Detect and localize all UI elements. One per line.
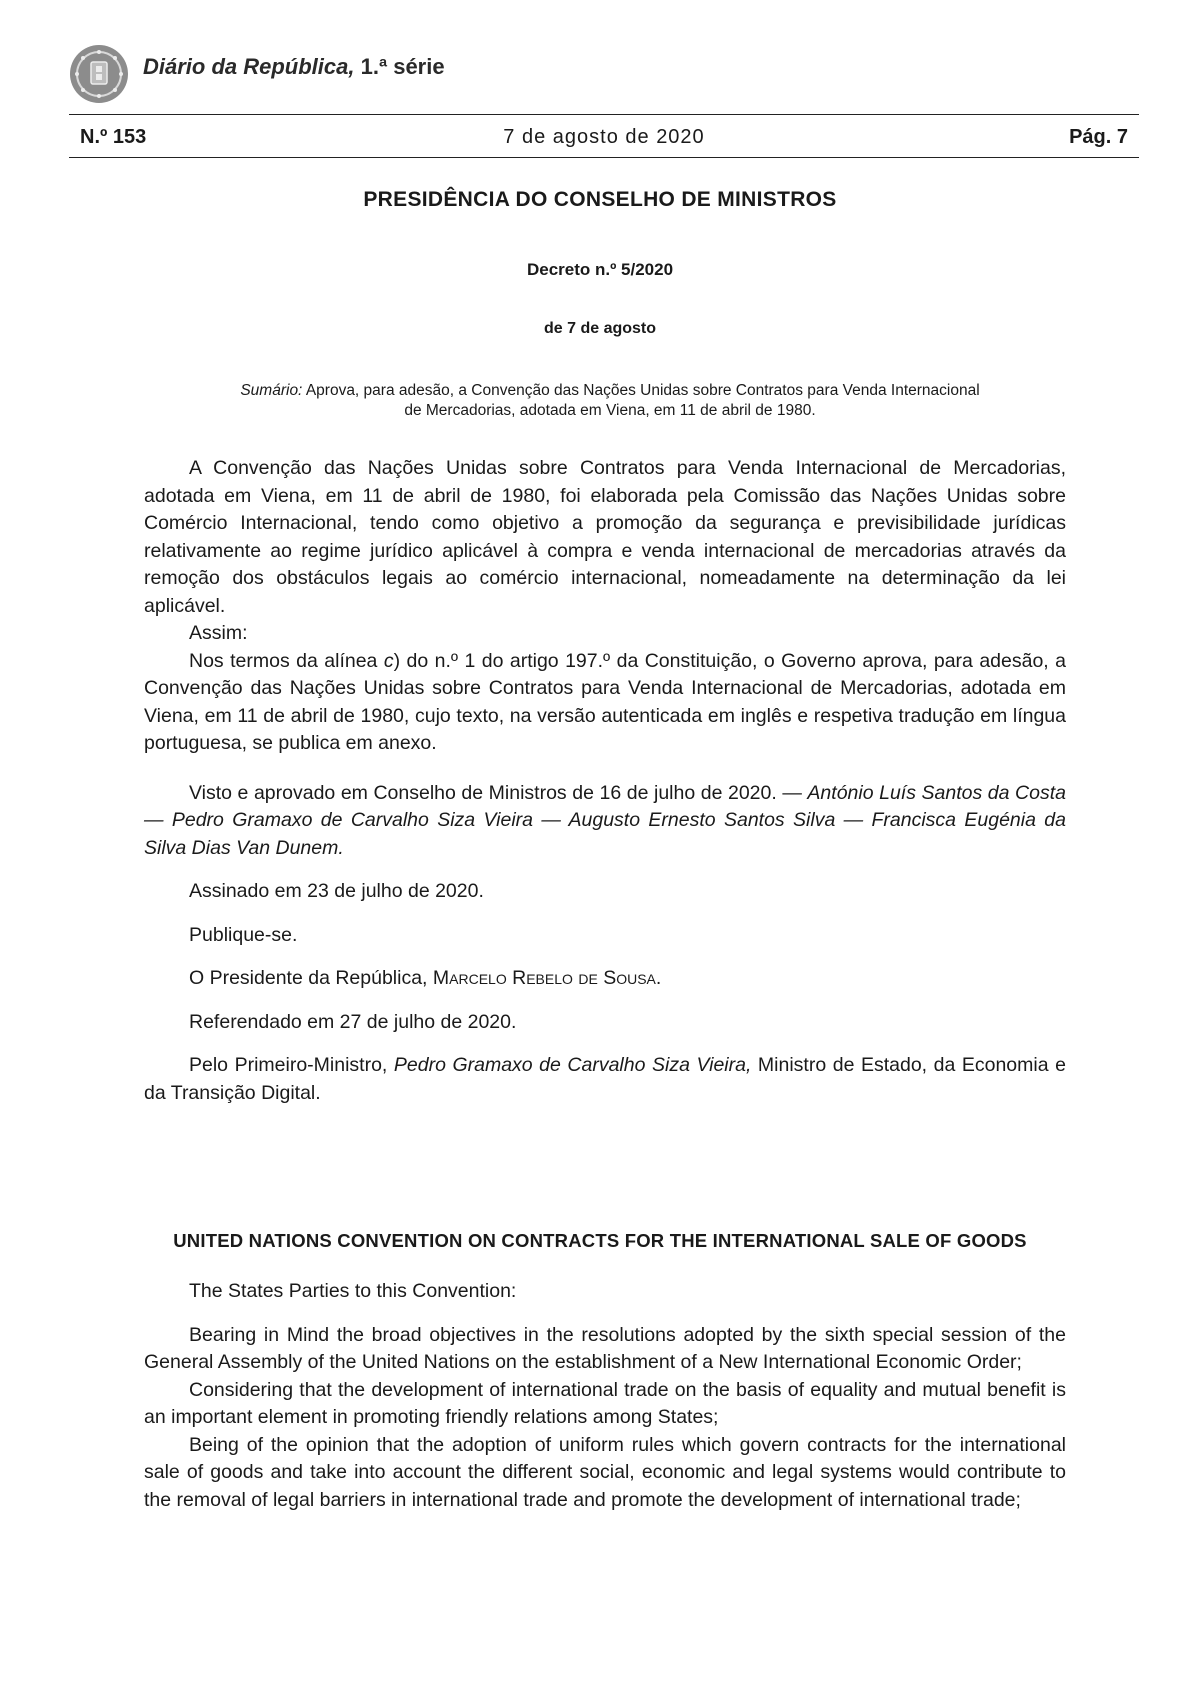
paragraph: Bearing in Mind the broad objectives in the resolutions adopted by the sixth special session of the General Assembly of the United Nations on the establishment of a New International Economic Order; [144,1323,1066,1373]
signatories: António Luís Santos da Costa — Pedro Gramaxo de Carvalho Siza Vieira — Augusto Ernesto Santos Silva — Francisca Eugénia da Silva Dias Van Dunem. [144,781,1066,859]
issue-date: 7 de agosto de 2020 [503,126,705,148]
decree-summary [230,381,990,421]
masthead [69,44,1139,104]
paragraph: Publique-se. [189,923,298,946]
journal-title [143,54,445,80]
text-span: . [655,967,662,989]
text-span: c [383,649,394,672]
text-span: Visto e aprovado em Conselho de Ministros de 16 de julho de 2020. — [189,781,808,804]
decree-date: de 7 de agosto [543,320,657,337]
issue-number: N.º 153 [80,126,147,148]
paragraph: A Convenção das Nações Unidas sobre Contratos para Venda Internacional de Mercadorias, adotada em Viena, em 11 de abril de 1980, foi elaborada pela Comissão das Nações Unidas sobre Comércio Internacional, tendo como objetivo a promoção da segurança e previsibilidade jurídicas relativamente ao regime jurídico aplicável à compra e venda internacional de mercadorias através da remoção dos obstáculos legais ao comércio internacional, nomeadamente na determinação da lei aplicável. [144,457,1066,617]
paragraph: Considering that the development of international trade on the basis of equality and mutual benefit is an important element in promoting friendly relations among States; [144,1378,1066,1428]
text-span: Pelo Primeiro-Ministro, [189,1054,394,1076]
republic-seal-icon [69,44,129,104]
decree-body [144,455,1066,1107]
header-rule-top [69,114,1139,115]
journal-name: Diário da República, [143,54,355,79]
page-number: Pág. 7 [1069,126,1128,148]
paragraph [144,780,1066,863]
summary-label: Sumário: [240,382,303,399]
paragraph: Assinado em 23 de julho de 2020. [189,880,484,902]
issue-bar [80,126,1128,152]
ministry-heading: PRESIDÊNCIA DO CONSELHO DE MINISTROS [363,188,837,211]
text-span: ) do n.º 1 do artigo 197.º da Constituição, o Governo aprova, para adesão, a Convenção das Nações Unidas sobre Contratos para Venda Internacional de Mercadorias, adotada em Viena, em 11 de abril de 1980, cujo texto, na versão autenticada em inglês e respetiva tradução em língua portuguesa, se publica em anexo. [144,649,1066,754]
text-span: Nos termos da alínea [189,649,384,672]
summary-text: Aprova, para adesão, a Convenção das Nações Unidas sobre Contratos para Venda Internacional de Mercadorias, adotada em Viena, em 11 de abril de 1980. [302,382,980,419]
text-span: O Presidente da República, [189,967,433,989]
paragraph [144,648,1066,758]
journal-series: 1.ª série [354,54,445,79]
text-span: Ministro de Estado, da Economia e da Transição Digital. [144,1054,1066,1104]
minister-name: Pedro Gramaxo de Carvalho Siza Vieira, [393,1054,752,1076]
president-name: Marcelo Rebelo de Sousa [432,967,656,989]
header-rule-bottom [69,157,1139,158]
paragraph [144,965,1066,993]
paragraph: Referendado em 27 de julho de 2020. [189,1010,517,1033]
convention-body [144,1278,1066,1514]
paragraph: Being of the opinion that the adoption of uniform rules which govern contracts for the international sale of goods and take into account the different social, economic and legal systems would contribute to the removal of legal barriers in international trade and promote the development of international trade; [144,1433,1066,1511]
paragraph: Assim: [189,622,248,644]
paragraph: The States Parties to this Convention: [189,1280,517,1302]
paragraph [144,1052,1066,1107]
convention-title: UNITED NATIONS CONVENTION ON CONTRACTS FOR THE INTERNATIONAL SALE OF GOODS [173,1230,1027,1251]
decree-title: Decreto n.º 5/2020 [526,260,674,279]
